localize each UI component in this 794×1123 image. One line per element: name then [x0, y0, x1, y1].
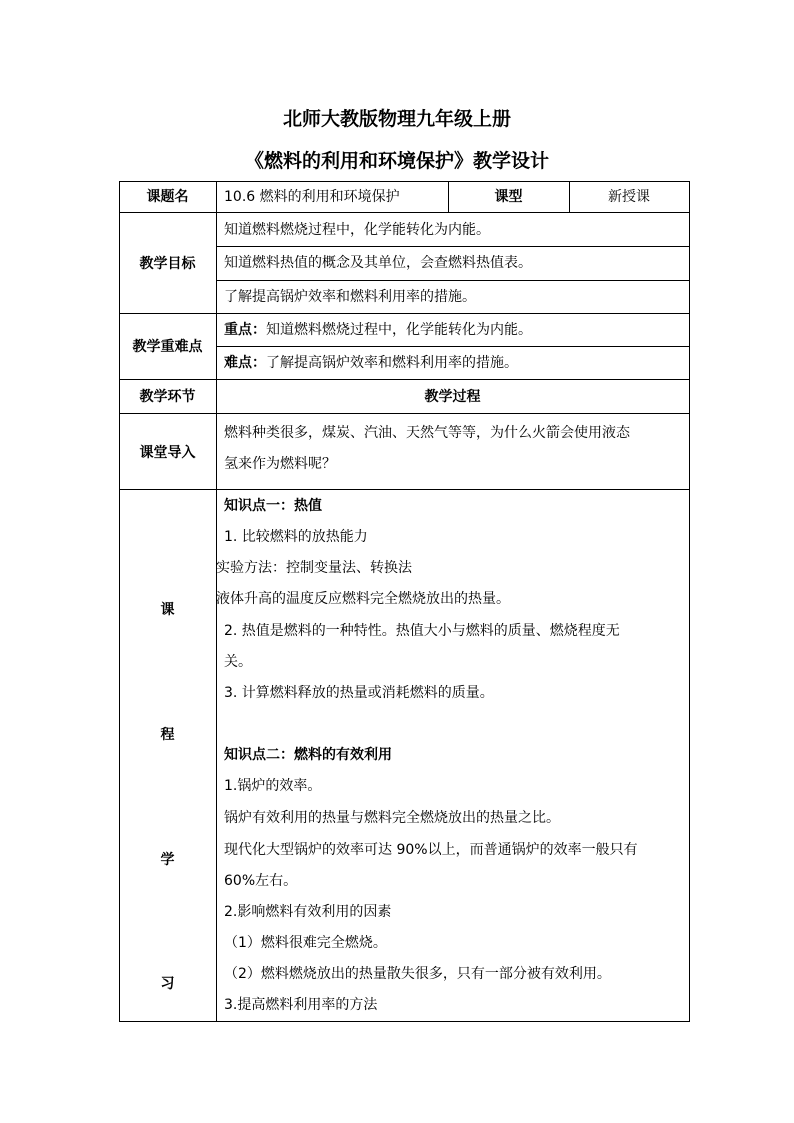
- learning-label-char: 程: [160, 727, 175, 743]
- intro-line: 燃料种类很多，煤炭、汽油、天然气等等，为什么火箭会使用液态: [224, 425, 630, 441]
- lesson-type-label: 课型: [494, 189, 523, 205]
- document-title: 北师大教版物理九年级上册: [282, 108, 511, 130]
- objective-item: 知道燃料燃烧过程中，化学能转化为内能。: [224, 222, 490, 238]
- focus-text: 知道燃料燃烧过程中，化学能转化为内能。: [266, 322, 532, 338]
- objective-item: 了解提高锅炉效率和燃料利用率的措施。: [224, 289, 476, 305]
- difficulty-label: 难点：: [224, 355, 266, 371]
- learning-label-char: 课: [160, 602, 175, 618]
- content-line: 实验方法：控制变量法、转换法: [216, 560, 412, 576]
- objectives-label: 教学目标: [139, 256, 196, 272]
- content-line: 关。: [224, 654, 252, 670]
- content-line: （1）燃料很难完全燃烧。: [224, 935, 387, 951]
- section-heading: 知识点一：热值: [224, 498, 322, 514]
- section-heading: 知识点二：燃料的有效利用: [224, 747, 392, 763]
- content-line: 液体升高的温度反应燃料完全燃烧放出的热量。: [216, 591, 510, 607]
- learning-label-char: 学: [160, 852, 175, 868]
- topic-value: 10.6 燃料的利用和环境保护: [224, 189, 400, 205]
- topic-label: 课题名: [146, 189, 189, 205]
- stage-header-label: 教学环节: [139, 389, 196, 405]
- content-line: 1. 比较燃料的放热能力: [224, 529, 368, 545]
- focus-label: 重点：: [224, 322, 266, 338]
- document-subtitle: 《燃料的利用和环境保护》教学设计: [244, 150, 549, 172]
- process-header: 教学过程: [424, 389, 481, 405]
- intro-line: 氢来作为燃料呢？: [224, 456, 336, 472]
- objective-item: 知道燃料热值的概念及其单位，会查燃料热值表。: [224, 255, 532, 271]
- content-line: （2）燃料燃烧放出的热量散失很多，只有一部分被有效利用。: [224, 966, 611, 982]
- content-line: 3. 计算燃料释放的热量或消耗燃料的质量。: [224, 685, 494, 701]
- content-line: 2.影响燃料有效利用的因素: [224, 904, 392, 920]
- difficulty-row: [224, 354, 518, 372]
- key-points-label: 教学重难点: [132, 339, 203, 355]
- content-line: 60%左右。: [224, 873, 298, 889]
- content-line: 2. 热值是燃料的一种特性。热值大小与燃料的质量、燃烧程度无: [224, 623, 620, 639]
- focus-row: [224, 321, 532, 339]
- content-line: 1.锅炉的效率。: [224, 778, 322, 794]
- lesson-type-value: 新授课: [608, 189, 650, 205]
- content-line: 3.提高燃料利用率的方法: [224, 997, 378, 1013]
- content-line: 现代化大型锅炉的效率可达 90%以上，而普通锅炉的效率一般只有: [224, 842, 638, 858]
- intro-label: 课堂导入: [139, 445, 196, 461]
- content-line: 锅炉有效利用的热量与燃料完全燃烧放出的热量之比。: [224, 810, 560, 826]
- learning-label-char: 习: [160, 976, 175, 992]
- difficulty-text: 了解提高锅炉效率和燃料利用率的措施。: [266, 355, 518, 371]
